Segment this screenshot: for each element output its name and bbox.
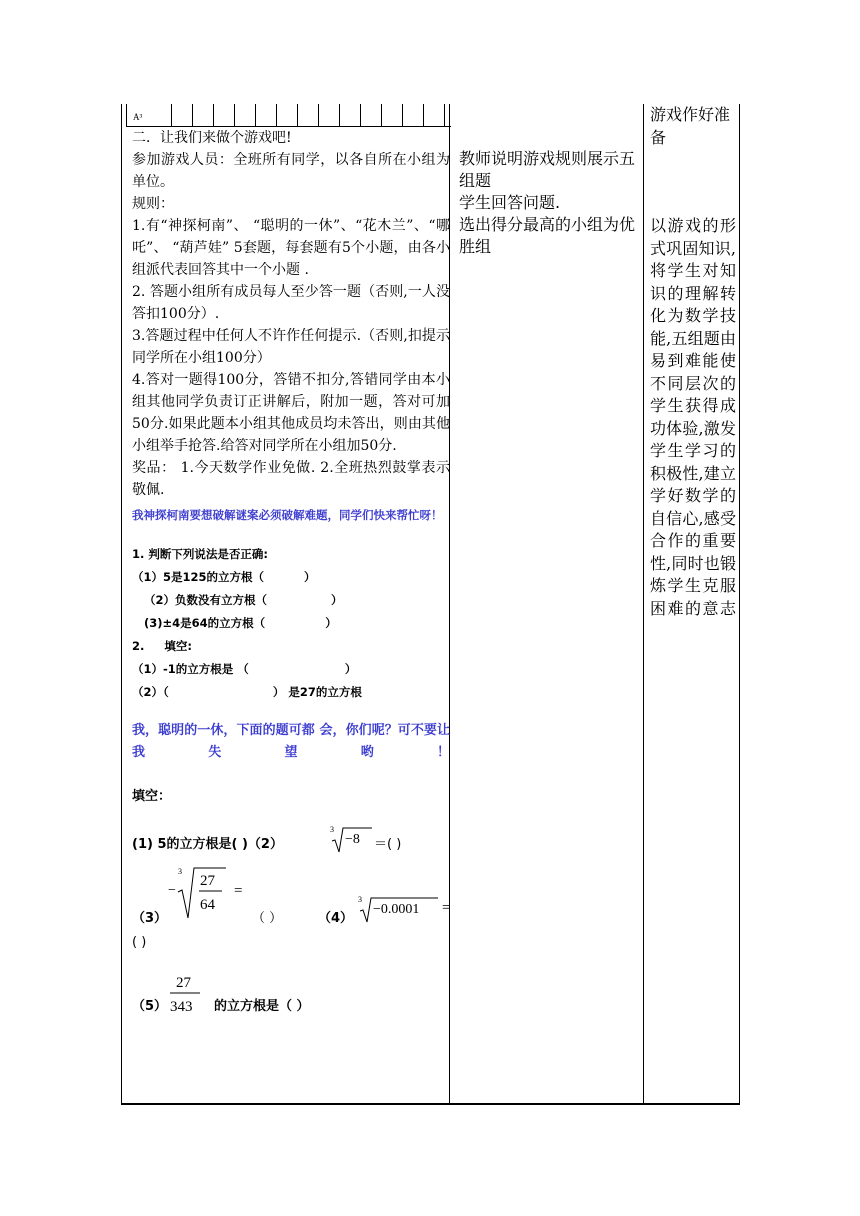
q1-item-2: （2）负数没有立方根（ ） [144, 593, 343, 607]
fill-item-5-answer: 的立方根是（ ） [214, 999, 310, 1014]
svg-text:=: = [442, 900, 451, 916]
lesson-table [121, 104, 740, 1105]
f3-denominator: 64 [200, 897, 215, 913]
fill-title: 填空： [132, 789, 172, 804]
fill-problems [132, 808, 450, 1168]
f5-denominator: 343 [170, 999, 193, 1015]
strip-label: A³ [133, 112, 143, 122]
rules-title: 规则： [132, 196, 174, 212]
q2-item-1: （1）-1的立方根是 （ ） [132, 662, 357, 676]
f2-radicand: −8 [345, 832, 360, 847]
prep-note: 游戏作好准备 [650, 105, 731, 147]
fill-item-4-answer: ( ) [132, 935, 147, 950]
svg-text:3: 3 [330, 825, 334, 834]
q2-item-2: （2）（ ） 是27的立方根 [132, 685, 362, 699]
rule-3: 3.答题过程中任何人不许作任何提示.（否则,扣提示同学所在小组100分） [132, 328, 450, 366]
cube-root-neg8 [328, 824, 374, 861]
ikkyu-intro: 我，聪明的一休，下面的题可都 会，你们呢？可不要让我失望哟！ [132, 723, 450, 760]
activity-column [459, 148, 639, 258]
f4-radicand: −0.0001 [373, 902, 420, 917]
fill-item-2-answer: ＝( ) [374, 837, 402, 852]
purpose-column [650, 104, 736, 620]
winner-selection: 选出得分最高的小组为优胜组 [459, 215, 636, 256]
prize-text: 奖品： 1.今天数学作业免做. 2.全班热烈鼓掌表示敬佩. [132, 460, 450, 498]
svg-text:3: 3 [178, 867, 182, 876]
content-column [132, 104, 450, 1099]
svg-text:−: − [168, 883, 176, 898]
fill-item-4-label: （4） [318, 911, 354, 926]
q1-item-1: （1）5是125的立方根（ ） [132, 570, 316, 584]
fill-item-5-label: （5） [132, 999, 168, 1014]
rule-2: 2. 答题小组所有成员每人至少答一题（否则,一人没答扣100分）. [132, 284, 450, 322]
fill-item-3-answer: （ ） [252, 911, 283, 926]
section-title: 二．让我们来做个游戏吧! [132, 130, 292, 146]
fill-item-1: (1) 5的立方根是( )（2） [132, 837, 283, 852]
f3-numerator: 27 [200, 873, 215, 889]
cube-root-decimal [356, 894, 452, 931]
design-purpose: 以游戏的形式巩固知识,将学生对知识的理解转化为数学技能,五组题由易到难能使不同层次的学生获得成功体验,激发学生学习的积极性,建立学好数学的自信心,感受合作的重要性,同时也锻炼学生克服困难的意志 [650, 216, 736, 618]
svg-text:3: 3 [358, 895, 362, 904]
q2-title: 2. 填空: [132, 639, 192, 653]
conan-intro: 我神探柯南要想破解谜案必须破解难题，同学们快来帮忙呀！ [132, 508, 443, 522]
cube-root-fraction [168, 864, 248, 927]
student-activity: 学生回答问题. [459, 193, 561, 212]
q1-title: 1. 判断下列说法是否正确: [132, 547, 268, 561]
rule-4: 4.答对一题得100分，答错不扣分,答错同学由本小组其他同学负责订正讲解后，附加一题，答对可加50分.如果此题本小组其他成员均未答出，则由其他小组举手抢答.给答对同学所在小组加50分. [132, 372, 450, 454]
svg-text:=: = [234, 883, 243, 899]
teacher-activity: 教师说明游戏规则展示五组题 [459, 149, 636, 190]
q1-item-3: (3)±4是64的立方根（ ） [144, 616, 337, 630]
table-strip [126, 104, 451, 127]
rule-1: 1.有“神探柯南”、 “聪明的一休”、“花木兰”、“哪吒”、 “葫芦娃” 5套题，每套题有5个小题，由各小组派代表回答其中一个小题 . [132, 218, 450, 278]
participants-text: 参加游戏人员：全班所有同学，以各自所在小组为单位。 [132, 152, 450, 190]
fraction-27-343 [168, 968, 204, 1025]
fill-item-3-label: （3） [132, 911, 168, 926]
column-divider [643, 104, 644, 1103]
f5-numerator: 27 [176, 975, 191, 991]
